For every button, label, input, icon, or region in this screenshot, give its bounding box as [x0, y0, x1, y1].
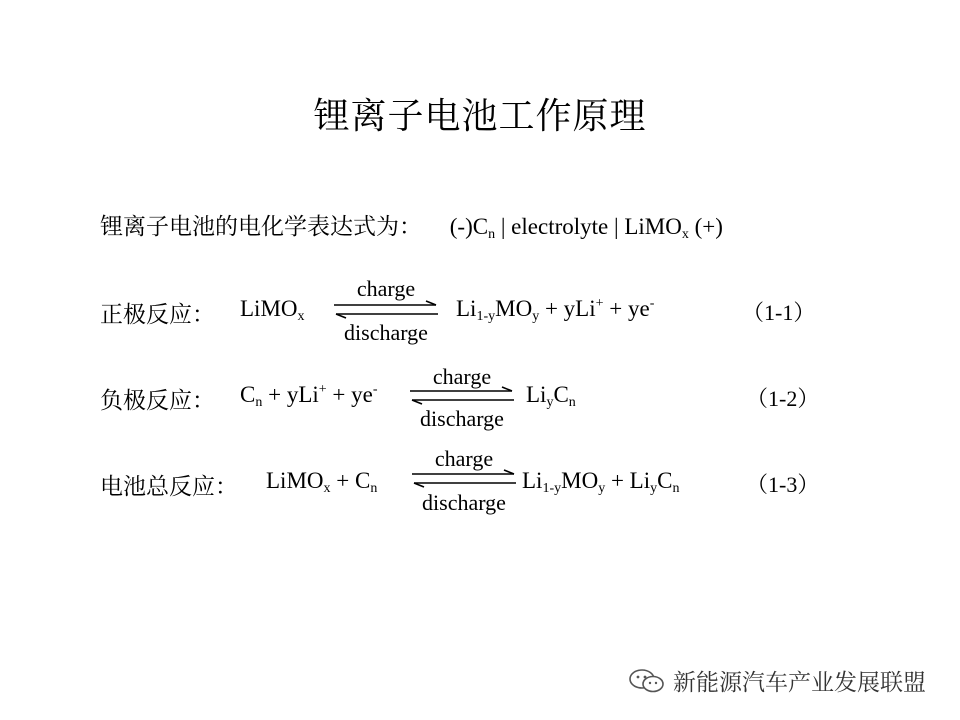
anode-reaction-label: 负极反应：	[100, 388, 215, 413]
page-title: 锂离子电池工作原理	[313, 96, 647, 136]
wechat-icon	[627, 667, 667, 695]
expression-formula: $(-)C_n$ | electrolyte | LiMO$_x$ (+)	[449, 214, 723, 242]
discharge-label: discharge	[420, 406, 504, 431]
expression-label: 锂离子电池的电化学表达式为：	[100, 214, 422, 239]
charge-label: charge	[432, 364, 492, 389]
equilibrium-arrow-icon	[406, 386, 518, 406]
overall-reaction-label: 电池总反应：	[100, 474, 238, 499]
equilibrium-arrow-icon	[408, 469, 520, 489]
discharge-label: discharge	[422, 490, 506, 515]
overall-reaction-rhs: $Li_{1-y}MO_y + Li_yC_n$	[522, 468, 680, 496]
discharge-label: discharge	[344, 320, 428, 345]
equation-number-1-3: （1-3）	[746, 472, 820, 497]
reversible-arrow-2	[406, 364, 518, 432]
equation-number-1-1: （1-1）	[742, 300, 816, 325]
reversible-arrow-1	[330, 276, 442, 344]
watermark	[627, 664, 926, 697]
equation-number-1-2: （1-2）	[746, 386, 820, 411]
charge-label: charge	[434, 446, 494, 471]
cathode-reaction-lhs: LiMO$_x$	[240, 296, 305, 324]
equilibrium-arrow-icon	[330, 300, 442, 320]
reversible-arrow-3	[408, 446, 520, 514]
charge-label: charge	[356, 276, 416, 301]
cathode-reaction-rhs: $Li_{1-y}MO_y + yLi^+ + ye^-$	[456, 296, 655, 324]
watermark-text: 新能源汽车产业发展联盟	[673, 670, 926, 696]
overall-reaction-lhs: LiMO$_x$ + $C_n$	[266, 468, 378, 496]
cathode-reaction-label: 正极反应：	[100, 302, 215, 327]
anode-reaction-rhs: $Li_yC_n$	[526, 382, 576, 410]
electrochemical-expression	[100, 208, 723, 243]
anode-reaction-lhs: $C_n + yLi^+ + ye^-$	[240, 382, 378, 410]
